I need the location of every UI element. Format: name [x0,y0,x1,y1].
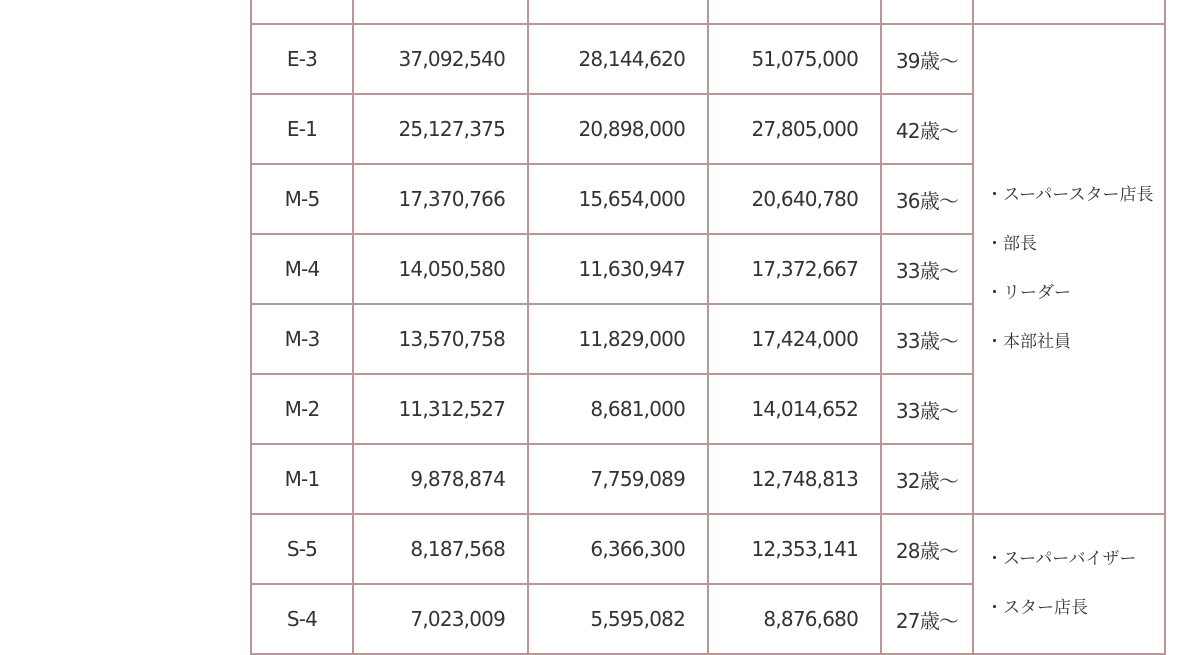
value-b-cell: 20,898,000 [528,94,708,164]
value-b-cell: 7,759,089 [528,444,708,514]
value-b-cell [528,0,708,24]
note-cell-top [973,0,1165,24]
note-list [974,535,1164,633]
note-item: ・リーダー [986,283,1071,303]
grade-cell: S-5 [251,514,353,584]
value-a-cell: 8,187,568 [353,514,528,584]
value-c-cell: 20,640,780 [708,164,881,234]
value-b-cell: 11,630,947 [528,234,708,304]
age-cell: 28歳〜 [881,514,973,584]
value-c-cell: 12,748,813 [708,444,881,514]
value-c-cell: 17,372,667 [708,234,881,304]
age-cell: 33歳〜 [881,304,973,374]
value-c-cell: 27,805,000 [708,94,881,164]
value-b-cell: 6,366,300 [528,514,708,584]
value-c-cell [708,0,881,24]
value-a-cell: 7,023,009 [353,584,528,654]
age-cell: 36歳〜 [881,164,973,234]
grade-cell: M-2 [251,374,353,444]
value-a-cell: 37,092,540 [353,24,528,94]
note-item: ・スター店長 [986,598,1088,618]
value-c-cell: 17,424,000 [708,304,881,374]
value-a-cell: 14,050,580 [353,234,528,304]
value-b-cell: 15,654,000 [528,164,708,234]
note-item: ・本部社員 [986,332,1071,352]
note-item: ・スーパースター店長 [986,185,1154,205]
value-c-cell: 51,075,000 [708,24,881,94]
age-cell: 42歳〜 [881,94,973,164]
value-b-cell: 8,681,000 [528,374,708,444]
value-b-cell: 11,829,000 [528,304,708,374]
table-row [251,0,1165,24]
value-a-cell [353,0,528,24]
value-a-cell: 11,312,527 [353,374,528,444]
grade-cell: M-1 [251,444,353,514]
value-a-cell: 17,370,766 [353,164,528,234]
note-item: ・部長 [986,234,1037,254]
note-cell-management [973,24,1165,514]
value-b-cell: 5,595,082 [528,584,708,654]
value-c-cell: 12,353,141 [708,514,881,584]
grade-cell: M-3 [251,304,353,374]
age-cell [881,0,973,24]
value-a-cell: 25,127,375 [353,94,528,164]
value-a-cell: 13,570,758 [353,304,528,374]
value-c-cell: 8,876,680 [708,584,881,654]
grade-cell: M-4 [251,234,353,304]
salary-table [250,0,1166,655]
grade-cell: E-1 [251,94,353,164]
value-c-cell: 14,014,652 [708,374,881,444]
value-a-cell: 9,878,874 [353,444,528,514]
note-list [974,171,1164,367]
note-item: ・スーパーバイザー [986,549,1137,569]
grade-cell: E-3 [251,24,353,94]
note-cell-supervisor [973,514,1165,654]
age-cell: 39歳〜 [881,24,973,94]
grade-cell [251,0,353,24]
age-cell: 33歳〜 [881,234,973,304]
table-row [251,24,1165,94]
grade-cell: S-4 [251,584,353,654]
age-cell: 27歳〜 [881,584,973,654]
value-b-cell: 28,144,620 [528,24,708,94]
table-row [251,514,1165,584]
grade-cell: M-5 [251,164,353,234]
age-cell: 32歳〜 [881,444,973,514]
age-cell: 33歳〜 [881,374,973,444]
